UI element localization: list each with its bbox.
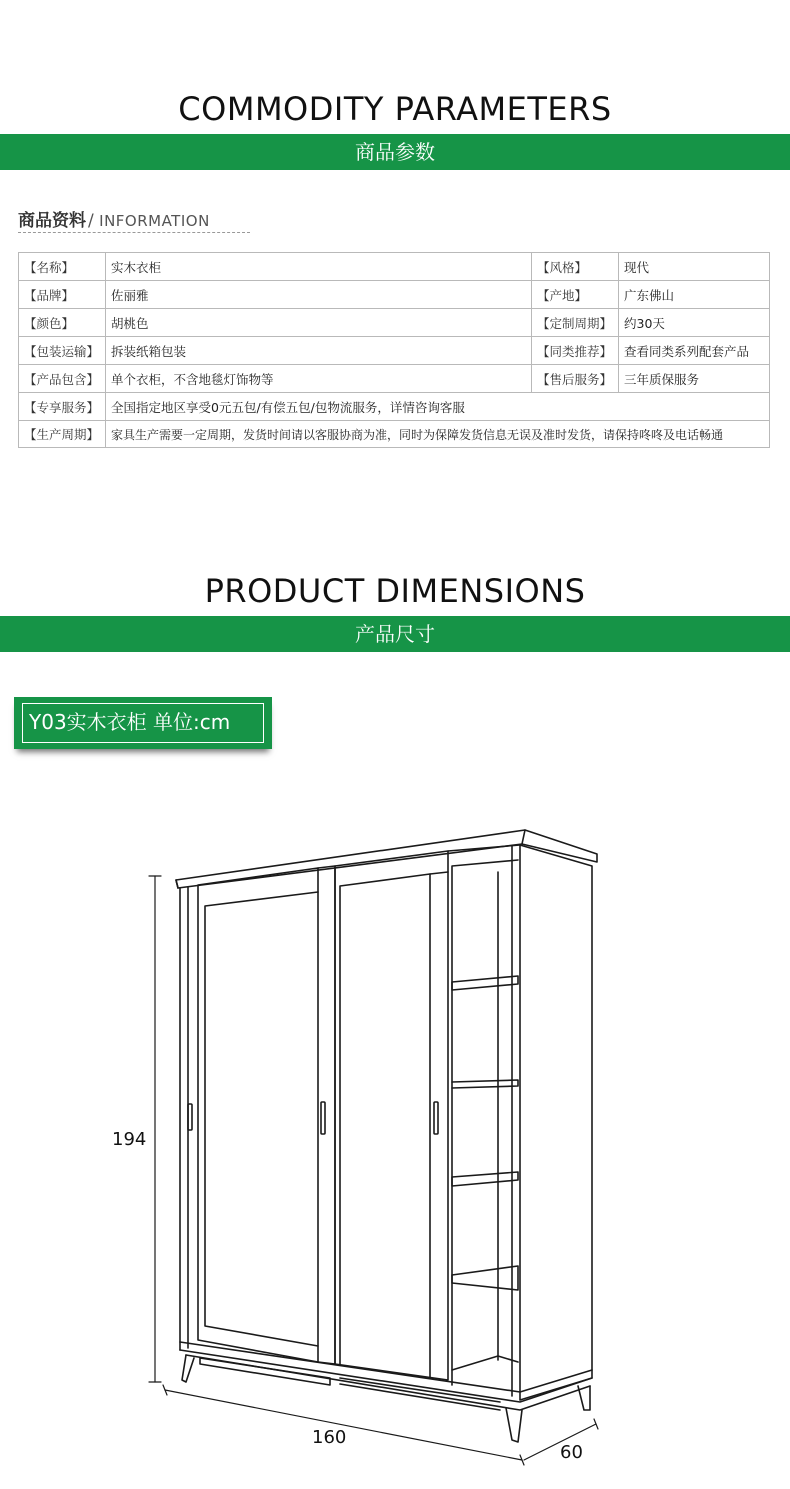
sliding-door-left	[198, 868, 318, 1362]
height-dimension-label: 194	[112, 1129, 147, 1150]
param-label: 【同类推荐】	[532, 337, 619, 365]
param-label: 【产品包含】	[19, 365, 106, 393]
param-value: 实木衣柜	[106, 253, 532, 281]
shelf-section	[448, 845, 520, 1385]
wardrobe-leg-front-left	[182, 1355, 194, 1382]
table-row	[19, 337, 770, 365]
param-value: 约30天	[619, 309, 770, 337]
width-dimension-label: 160	[312, 1427, 347, 1448]
wardrobe-base	[180, 1342, 592, 1402]
product-dimensions-band: 产品尺寸	[0, 616, 790, 652]
door-handle-right	[434, 1102, 438, 1134]
table-row	[19, 393, 770, 421]
table-row	[19, 281, 770, 309]
param-value: 广东佛山	[619, 281, 770, 309]
height-dimension-line	[149, 876, 161, 1382]
table-row	[19, 253, 770, 281]
param-value: 佐丽雅	[106, 281, 532, 309]
table-row	[19, 365, 770, 393]
param-value: 现代	[619, 253, 770, 281]
param-label: 【颜色】	[19, 309, 106, 337]
information-heading-en: INFORMATION	[99, 212, 210, 230]
param-label: 【包装运输】	[19, 337, 106, 365]
information-divider	[18, 232, 250, 233]
param-label: 【产地】	[532, 281, 619, 309]
door-handle-middle	[321, 1102, 325, 1134]
param-label: 【品牌】	[19, 281, 106, 309]
table-row	[19, 421, 770, 448]
param-value: 三年质保服务	[619, 365, 770, 393]
param-value: 胡桃色	[106, 309, 532, 337]
param-label: 【专享服务】	[19, 393, 106, 421]
sliding-door-center	[335, 851, 448, 1380]
param-label: 【生产周期】	[19, 421, 106, 448]
param-label: 【售后服务】	[532, 365, 619, 393]
param-label: 【名称】	[19, 253, 106, 281]
product-dimensions-title: PRODUCT DIMENSIONS	[204, 572, 586, 610]
door-handle-left	[188, 1104, 192, 1130]
param-label: 【风格】	[532, 253, 619, 281]
wardrobe-leg-front-right	[506, 1408, 522, 1442]
wardrobe-drawing	[0, 800, 790, 1489]
table-row	[19, 309, 770, 337]
information-heading-zh: 商品资料	[18, 211, 86, 231]
depth-dimension-label: 60	[560, 1442, 583, 1463]
wardrobe-body	[180, 845, 592, 1400]
parameters-table	[18, 252, 770, 448]
model-unit-tag	[14, 697, 272, 749]
commodity-parameters-title: COMMODITY PARAMETERS	[178, 90, 612, 128]
model-unit-tag-text: Y03实木衣柜 单位:cm	[22, 703, 264, 743]
commodity-parameters-band: 商品参数	[0, 134, 790, 170]
param-value: 家具生产需要一定周期，发货时间请以客服协商为准，同时为保障发货信息无误及准时发货，请保持咚咚及电话畅通	[106, 421, 770, 448]
param-value: 全国指定地区享受0元五包/有偿五包/包物流服务，详情咨询客服	[106, 393, 770, 421]
information-heading: 商品资料 / INFORMATION	[18, 211, 210, 231]
shelves	[452, 976, 518, 1370]
param-value: 单个衣柜，不含地毯灯饰物等	[106, 365, 532, 393]
param-label: 【定制周期】	[532, 309, 619, 337]
param-value: 拆装纸箱包装	[106, 337, 532, 365]
param-value: 查看同类系列配套产品	[619, 337, 770, 365]
